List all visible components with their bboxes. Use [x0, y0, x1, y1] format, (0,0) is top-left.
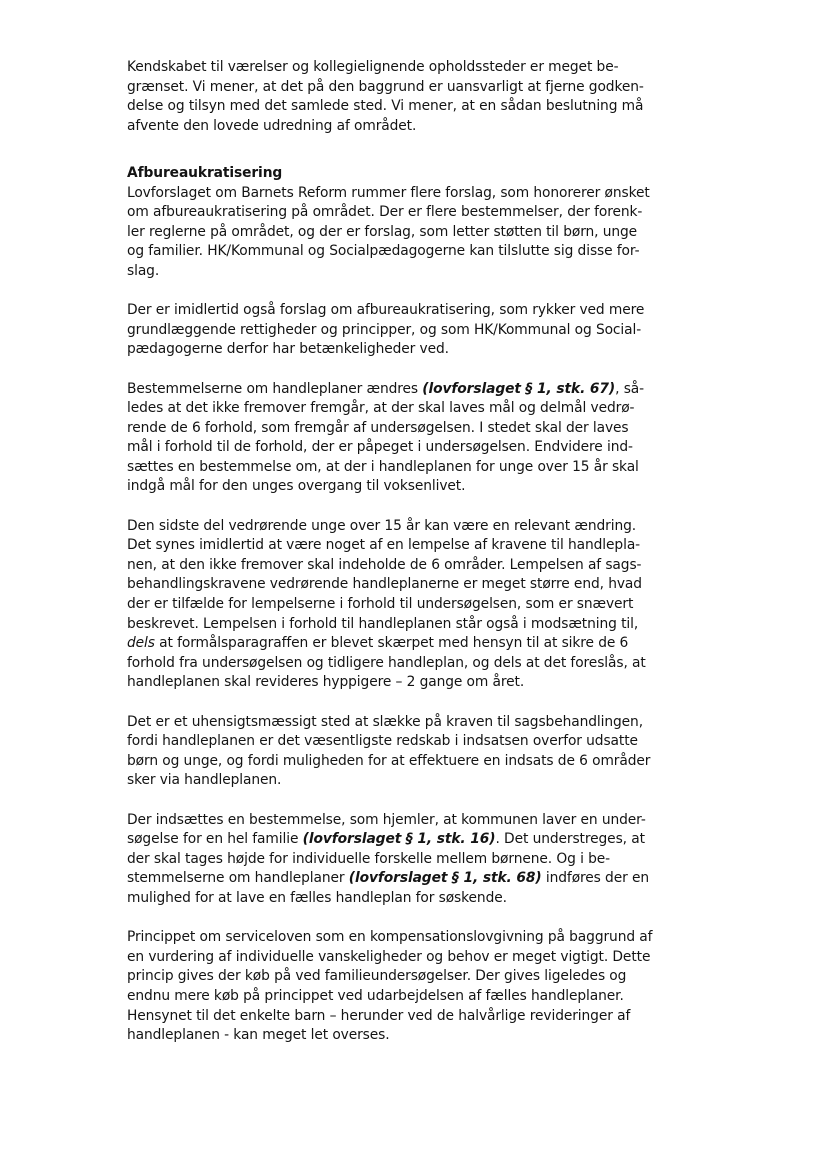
law-reference: (lovforslaget § 1, stk. 68) — [348, 870, 542, 887]
law-reference: (lovforslaget § 1, stk. 16) — [302, 831, 496, 848]
text-run: Den sidste del vedrørende unge over 15 år kan være en relevant ændring. Det synes imidlertid at være noget af en lempelse af kravene til handlepla- nen, at den ikke fremover skal indeholde de 6 områder. Lempelsen af sags- behandlingskravene vedrørende handleplanerne er meget større end, hvad der er tilfælde for lempelserne i forhold til undersøgelsen, som er snævert beskrevet. Lempelsen i forhold til handleplanen står også i modsætning til, — [127, 517, 642, 632]
paragraph-kompensationsprincip: Princippet om serviceloven som en kompensationslovgivning på baggrund af en vurdering af individuelle vanskeligheder og behov er meget vigtigt. Dette princip gives der køb på ved familieundersøgelser. Der gives ligeledes og endnu mere køb på princippet ved udarbejdelsen af fælles handleplaner. Hensynet til det enkelte barn – herunder ved de halvårlige revideringer af handleplanen - kan meget let overses. — [127, 929, 653, 1044]
italic-word: dels — [127, 635, 155, 652]
paragraph-handleplaner — [127, 380, 672, 498]
law-reference: (lovforslaget § 1, stk. 67) — [422, 380, 616, 397]
paragraph-familieundersoegelse — [127, 811, 672, 909]
text-run: Der indsættes en bestemmelse, som hjemler, at kommunen laver en under- søgelse for en hel familie — [127, 811, 646, 848]
text-run: at formålsparagraffen er blevet skærpet med hensyn til at sikre de 6 forhold fra undersøgelsen og tidligere handleplan, og dels at det foreslås, at handleplanen skal revideres hyppigere – 2 gange om året. — [127, 635, 646, 691]
paragraph-text: Lovforslaget om Barnets Reform rummer flere forslag, som honorerer ønsket om afbureaukratisering på området. Der er flere bestemmelser, der forenk- ler reglerne på området, og der er forslag, som letter støtten til børn, unge og familier. HK/Kommunal og Socialpædagogerne kan tilslutte sig disse for- slag. — [127, 184, 650, 279]
paragraph-principles: Der er imidlertid også forslag om afbureaukratisering, som rykker ved mere grundlæggende rettigheder og principper, og som HK/Kommunal og Social- pædagogerne derfor har betænkeligheder ved. — [127, 302, 645, 358]
paragraph-uhensigtsmaessigt: Det er et uhensigtsmæssigt sted at slække på kraven til sagsbehandlingen, fordi handleplanen er det væsentligste redskab i indsatsen overfor udsatte børn og unge, og fordi muligheden for at effektuere en indsats de 6 områder sker via handleplanen. — [127, 713, 651, 789]
text-run: Bestemmelserne om handleplaner ændres — [127, 380, 423, 397]
section-heading: Afbureaukratisering — [127, 164, 283, 181]
paragraph-unge-over-15 — [127, 517, 672, 693]
document-body — [127, 58, 672, 1065]
paragraph-intro: Kendskabet til værelser og kollegielignende opholdssteder er meget be- grænset. Vi mener, at det på den baggrund er uansvarligt at fjerne godken- delse og tilsyn med det samlede sted. Vi mener, at en sådan beslutning må afvente den lovede udredning af området. — [127, 59, 644, 134]
text-run: , så- ledes at det ikke fremover fremgår, at der skal laves mål og delmål vedrø- rende de 6 forhold, som fremgår af undersøgelsen. I stedet skal der laves mål i forhold til de forhold, der er påpeget i undersøgelsen. Endvidere ind- sættes en bestemmelse om, at der i handleplanen for unge over 15 år skal indgå mål for den unges overgang til voksenlivet. — [127, 380, 645, 495]
text-run: . Det understreges, at der skal tages højde for individuelle forskelle mellem børnene. Og i be- stemmelserne om handleplaner — [127, 831, 645, 887]
text-run: indføres der en mulighed for at lave en fælles handleplan for søskende. — [127, 870, 649, 906]
paragraph-afbureaukratisering — [127, 164, 672, 282]
